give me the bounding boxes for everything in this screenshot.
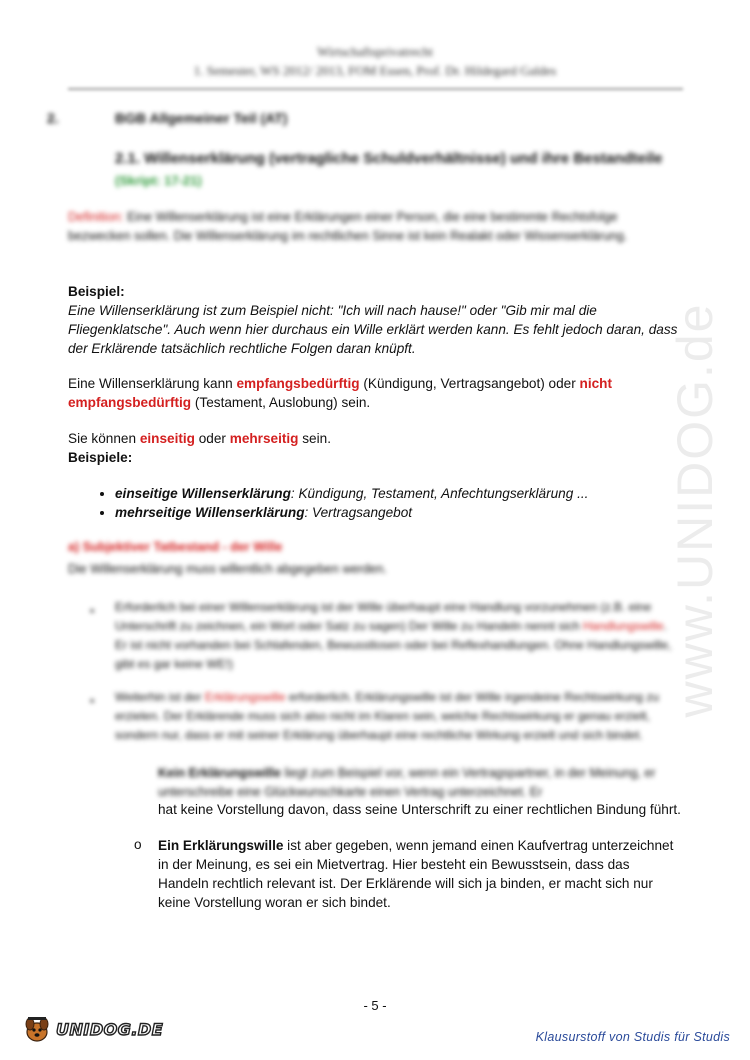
sides-post: sein. <box>298 431 331 446</box>
subjective-bullet-2 <box>115 688 680 745</box>
watermark-text: www.UNIDOG.de <box>667 302 723 718</box>
list-item <box>115 503 588 522</box>
term-nicht-empfangsbeduerftig: nicht empfangsbedürftig <box>68 376 613 410</box>
subsection-title: 2.1. Willenserklärung (vertragliche Schuldverhältnisse) und ihre Bestandteile <box>115 150 663 167</box>
example-label: Beispiel: <box>68 284 125 299</box>
term-mehrseitig: mehrseitig <box>229 431 299 446</box>
examples-list <box>90 484 588 522</box>
list-item <box>115 484 588 503</box>
dog-mascot-icon <box>22 1014 52 1044</box>
bullet2-post: erforderlich. Erklärungswille ist der Wille irgendeine Rechtswirkung zu erzielen. Der Erklärende muss sich also nicht im Klaren sein, welche Rechtswirkung er genau erzielt, sondern nur, dass er mit seiner Erklärung überhaupt eine rechtliche Wirkung erzielt und sich bindet. <box>115 690 659 742</box>
page-number: - 5 - <box>363 998 387 1013</box>
term-einseitig: einseitig <box>139 431 195 446</box>
sub1-term: Kein Erklärungswille <box>158 766 281 780</box>
sub1-clear-text: hat keine Vorstellung davon, dass seine Unterschrift zu einer rechtlichen Bindung führt. <box>158 802 681 817</box>
footer-tagline: Klausurstoff von Studis für Studis <box>535 1030 730 1044</box>
example-text: Eine Willenserklärung ist zum Beispiel nicht: "Ich will nach hause!" oder "Gib mir mal die Fliegenklatsche". Auch wenn hier durchaus ein Wille erklärt werden kann. Es fehlt jedoch daran, dass der Erklärende tatsächlich rechtliche Folgen daran knüpft. <box>68 303 678 356</box>
bullet-text: : Kündigung, Testament, Anfechtungserklärung ... <box>290 486 589 501</box>
section-title: BGB Allgemeiner Teil (AT) <box>115 110 288 126</box>
sub2-term: Ein Erklärungswille <box>158 838 284 853</box>
term-erklaerungswille: Erklärungswille <box>204 690 286 704</box>
definition-paragraph <box>68 208 680 246</box>
header-line-2: 1. Semester, WS 2012/ 2013, FOM Essen, Prof. Dr. Hildegard Galdes <box>193 63 557 78</box>
receipt-pre: Eine Willenserklärung kann <box>68 376 237 391</box>
receipt-mid: (Kündigung, Vertragsangebot) oder <box>359 376 580 391</box>
subjective-intro: Die Willenserklärung muss willentlich abgegeben werden. <box>68 562 387 576</box>
bullet-term: einseitige Willenserklärung <box>115 486 291 501</box>
definition-label: Definition: <box>68 210 124 224</box>
subjective-heading <box>68 538 680 557</box>
sub2-paragraph <box>158 836 683 912</box>
sides-pre: Sie können <box>68 431 140 446</box>
bullet-dot-2: • <box>90 694 95 708</box>
sub1-blurred-text: liegt zum Beispiel vor, wenn ein Vertragspartner, in der Meinung, er unterschreibe eine Glückwunschkarte einen Vertrag unterzeichnet. Er <box>158 766 656 799</box>
script-reference: (Skript: 17-21) <box>115 173 202 188</box>
examples-label: Beispiele: <box>68 450 133 465</box>
term-handlungswille: Handlungswille <box>583 619 664 633</box>
logo-text: UNIDOG.DE <box>56 1019 164 1039</box>
sub2-marker: o <box>134 837 142 852</box>
subjective-bullet-1 <box>115 598 680 674</box>
example-block <box>68 282 680 358</box>
header-line-1: Wirtschaftsprivatrecht <box>317 44 433 59</box>
sub1-blurred <box>158 764 683 802</box>
term-empfangsbeduerftig: empfangsbedürftig <box>236 376 360 391</box>
bullet-term: mehrseitige Willenserklärung <box>115 505 305 520</box>
sides-mid: oder <box>194 431 230 446</box>
sub2-text: ist aber gegeben, wenn jemand einen Kaufvertrag unterzeichnet in der Meinung, es sei ein Mietvertrag. Hier besteht ein Bewusstsein, dass das Handeln rechtlich relevant ist. Der Erklärende will sich ja binden, er macht sich nur keine Vorstellung woran er sich bindet. <box>158 838 674 910</box>
header-rule <box>68 88 683 90</box>
bullet-text: : Vertragsangebot <box>304 505 413 520</box>
receipt-paragraph <box>68 374 680 412</box>
bullet2-pre: Weiterhin ist der <box>115 690 205 704</box>
bullet1-pre: Erforderlich bei einer Willenserklärung ist der Wille überhaupt eine Handlung vorzunehmen (z.B. eine Unterschrift zu zeichnen, ein Wort oder Satz zu sagen) Der Wille zu Handeln nennt sich <box>115 600 652 633</box>
unidog-logo <box>22 1014 163 1044</box>
bullet-dot-1: • <box>90 604 95 618</box>
bullet1-post: . Er ist nicht vorhanden bei Schlafenden, Bewusstlosen oder bei Reflexhandlungen. Ohne Handlungswille, gibt es gar keine WE!) <box>115 619 672 671</box>
section-number: 2. <box>47 110 59 126</box>
subjective-label: a) Subjektiver Tatbestand - der Wille <box>68 540 283 554</box>
definition-text: Eine Willenserklärung ist eine Erklärungen einer Person, die eine bestimmte Rechtsfolge bezwecken sollen. Die Willenserklärung im rechtlichen Sinne ist kein Realakt oder Wissenserklärung. <box>68 210 628 243</box>
receipt-post: (Testament, Auslobung) sein. <box>191 395 371 410</box>
sides-paragraph <box>68 429 680 467</box>
